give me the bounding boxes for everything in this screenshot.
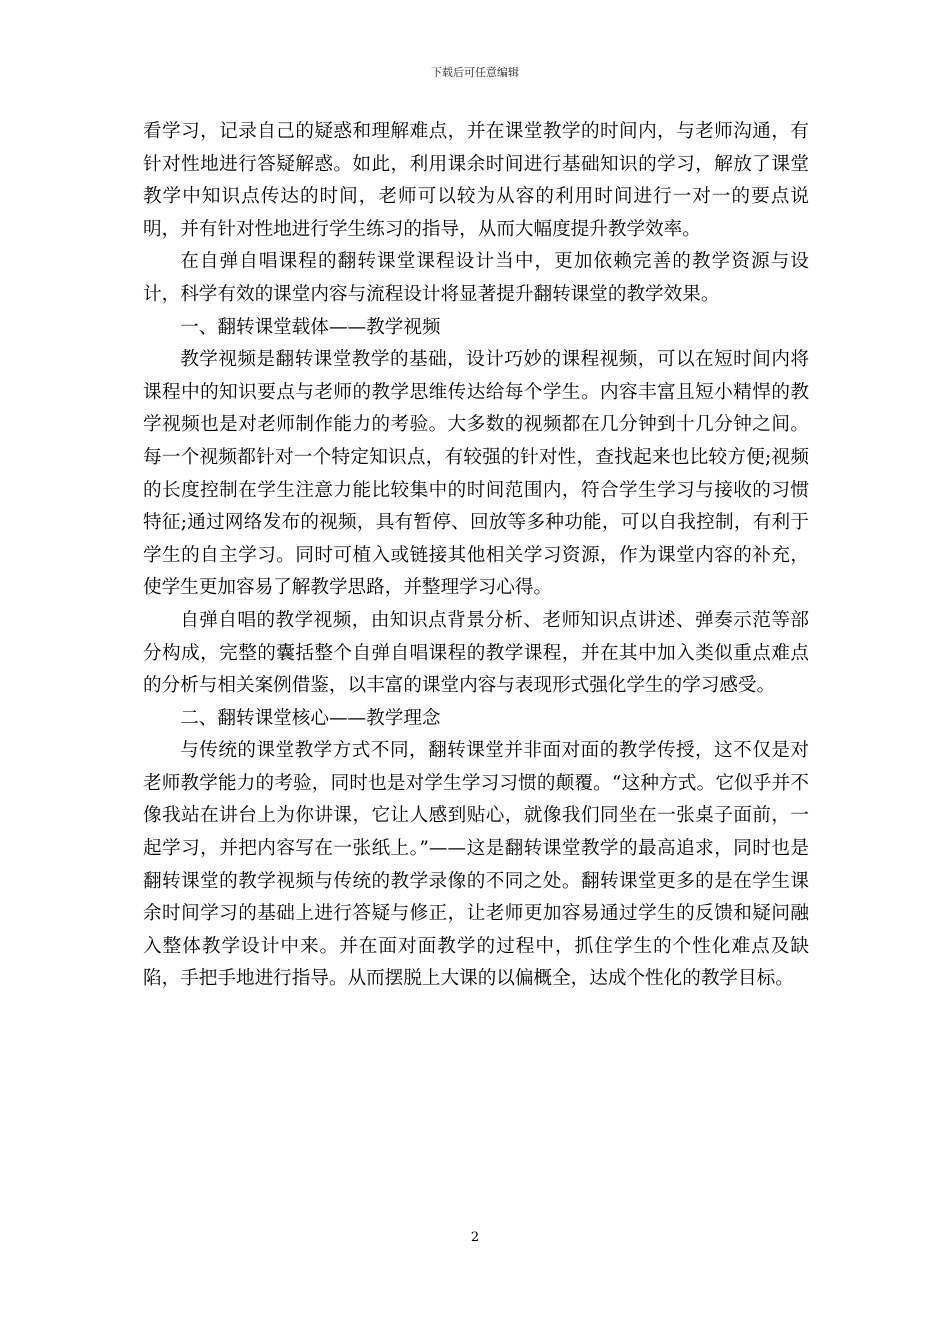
paragraph-teaching-concept: 与传统的课堂教学方式不同，翻转课堂并非面对面的教学传授，这不仅是对老师教学能力的考验，同时也是对学生学习习惯的颠覆。“这种方式。它似乎并不像我站在讲台上为你讲课，它让人感到贴心，就像我们同坐在一张桌子面前，一起学习，并把内容写在一张纸上。”——这是翻转课堂教学的最高追求，同时也是翻转课堂的教学视频与传统的教学录像的不同之处。翻转课堂更多的是在学生课余时间学习的基础上进行答疑与修正，让老师更加容易通过学生的反馈和疑问融入整体教学设计中来。并在面对面教学的过程中，抓住学生的个性化难点及缺陷，手把手地进行指导。从而摆脱上大课的以偏概全，达成个性化的教学目标。 [143,740,809,990]
paragraph-teaching-video: 教学视频是翻转课堂教学的基础，设计巧妙的课程视频，可以在短时间内将课程中的知识要点与老师的教学思维传达给每个学生。内容丰富且短小精悍的教学视频也是对老师制作能力的考验。大多数的视频都在几分钟到十几分钟之间。每一个视频都针对一个特定知识点，有较强的针对性，查找起来也比较方便;视频的长度控制在学生注意力能比较集中的时间范围内，符合学生学习与接收的习惯特征;通过网络发布的视频，具有暂停、回放等多种功能，可以自我控制，有利于学生的自主学习。同时可植入或链接其他相关学习资源，作为课堂内容的补充，使学生更加容易了解教学思路，并整理学习心得。 [143,349,809,599]
section-heading-teaching-video: 一、翻转课堂载体——教学视频 [180,316,441,338]
page-header: 下载后可任意编辑 [431,66,519,79]
document-body [143,116,809,996]
page-number: 2 [470,1230,480,1245]
paragraph-sing-play-video: 自弹自唱的教学视频，由知识点背景分析、老师知识点讲述、弹奏示范等部分构成，完整的囊括整个自弹自唱课程的教学课程，并在其中加入类似重点难点的分析与相关案例借鉴，以丰富的课堂内容与表现形式强化学生的学习感受。 [143,609,809,697]
section-heading-teaching-concept: 二、翻转课堂核心——教学理念 [180,707,441,729]
paragraph-course-design: 在自弹自唱课程的翻转课堂课程设计当中，更加依赖完善的教学资源与设计，科学有效的课堂内容与流程设计将显著提升翻转课堂的教学效果。 [143,251,809,305]
paragraph-continued: 看学习，记录自己的疑惑和理解难点，并在课堂教学的时间内，与老师沟通，有针对性地进行答疑解惑。如此，利用课余时间进行基础知识的学习，解放了课堂教学中知识点传达的时间，老师可以较为从容的利用时间进行一对一的要点说明，并有针对性地进行学生练习的指导，从而大幅度提升教学效率。 [143,121,809,240]
